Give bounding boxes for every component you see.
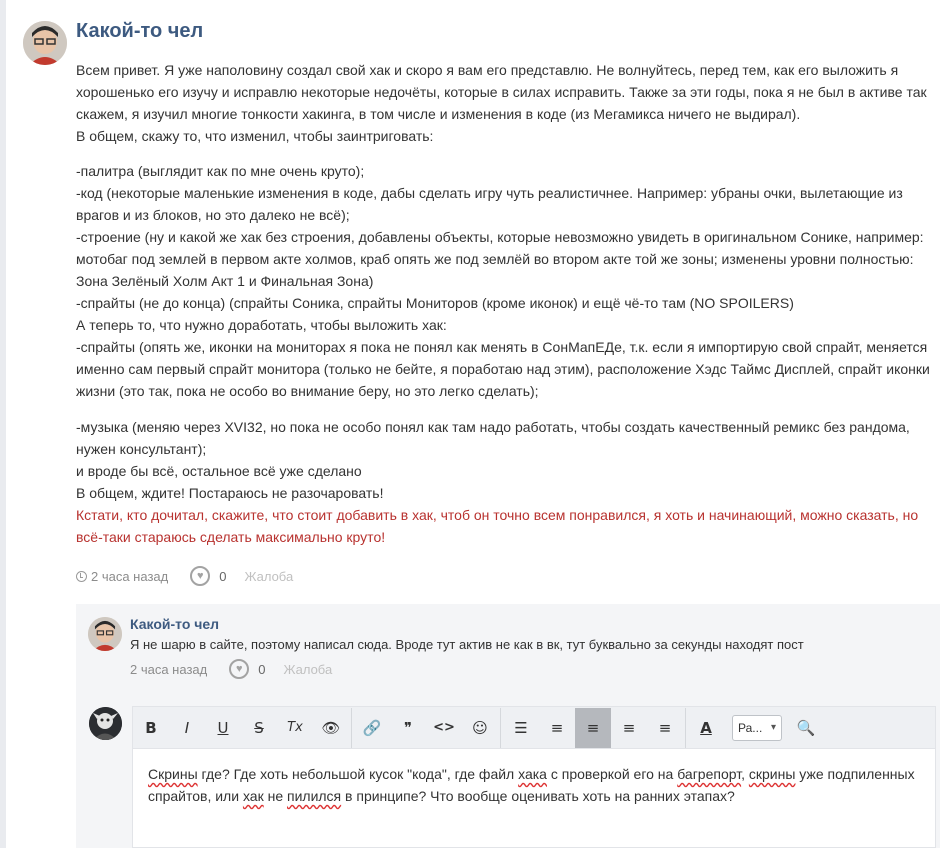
comment-editor[interactable] xyxy=(132,706,936,848)
like-heart-icon[interactable]: ♥ xyxy=(229,659,249,679)
spellcheck-word: хак xyxy=(242,788,264,804)
post-paragraph: -спрайты (не до конца) (спрайты Соника, спрайты Мониторов (кроме иконок) и ещё чё-то там (NO SPOILERS) xyxy=(76,295,794,311)
reply-author-avatar[interactable] xyxy=(88,617,122,651)
post-meta xyxy=(76,566,293,586)
avatar-image-icon xyxy=(89,707,122,740)
spellcheck-word: скрины xyxy=(748,766,796,782)
author-avatar[interactable] xyxy=(23,21,67,65)
like-heart-icon[interactable]: ♥ xyxy=(190,566,210,586)
post-body-middle xyxy=(76,160,940,402)
post-paragraph-highlight: Кстати, кто дочитал, скажите, что стоит добавить в хак, чтоб он точно всем понравился, я хоть и начинающий, можно сказать, но всё-таки стараюсь сделать максимально круто! xyxy=(76,507,923,545)
spellcheck-word: Скрины xyxy=(148,766,198,782)
post-paragraph: А теперь то, что нужно доработать, чтобы выложить хак: xyxy=(76,317,447,333)
post-author[interactable]: Какой-то чел xyxy=(76,20,204,42)
reply-author[interactable]: Какой-то чел xyxy=(130,616,220,632)
clear-format-button[interactable]: Tx xyxy=(287,720,303,735)
toolbar-separator xyxy=(351,708,352,748)
align-right-icon[interactable]: ≡ xyxy=(658,718,672,737)
post-paragraph: -код (некоторые маленькие изменения в коде, дабы сделать игру чуть реалистичнее. Например: убраны очки, вылетающие из врагов и из блоков, но это далеко не всё); xyxy=(76,185,907,223)
post-paragraph: и вроде бы всё, остальное всё уже сделано xyxy=(76,463,362,479)
quote-icon[interactable]: ❞ xyxy=(403,718,413,737)
editor-text-fragment: с проверкой его на xyxy=(546,766,678,782)
post-paragraph: В общем, ждите! Постараюсь не разочаровать! xyxy=(76,485,384,501)
align-left-icon[interactable]: ≡ xyxy=(575,708,611,748)
editor-toolbar xyxy=(133,707,935,749)
bold-button[interactable]: B xyxy=(145,718,157,737)
editor-text-fragment: в принципе? Что вообще оценивать хоть на ранних этапах? xyxy=(341,788,735,804)
numbered-list-icon[interactable]: ≡ xyxy=(550,718,564,737)
text-color-icon[interactable]: A xyxy=(700,718,712,737)
preview-icon[interactable]: 🔍 xyxy=(796,718,816,737)
like-count: 0 xyxy=(219,568,227,584)
strikethrough-button[interactable]: S xyxy=(254,718,264,737)
post-body-bottom xyxy=(76,416,940,548)
italic-button[interactable]: I xyxy=(184,718,190,737)
editor-text-fragment: уже подпиленных спрайтов, или xyxy=(148,766,915,804)
font-size-select[interactable]: Ра... ▾ xyxy=(732,715,782,741)
post-paragraph: -строение (ну и какой же хак без строения, добавлены объекты, которые невозможно увидеть в оригинальном Сонике, например: мотобаг под землей в первом акте холмов, краб опять же под землёй во втором акте той же зоны; изменены уровни полностью: Зона Зелёный Холм Акт 1 и Финальная Зона) xyxy=(76,229,928,289)
spellcheck-word: багрепорт xyxy=(677,766,742,782)
report-link[interactable]: Жалоба xyxy=(244,568,294,584)
toolbar-separator xyxy=(685,708,686,748)
clock-icon xyxy=(76,571,87,582)
bullet-list-icon[interactable]: ☰ xyxy=(514,718,528,737)
post-paragraph: Всем привет. Я уже наполовину создал свой хак и скоро я вам его представлю. Не волнуйтесь, перед тем, как его выложить я хорошенько его изучу и исправлю некоторые недочёты, которые в силах исправить. Также за эти годы, пока я не был в активе так скажем, я изучил многие тонкости хакинга, в том числе и изменения в коде (из Мегамикса ничего не выдирал). xyxy=(76,62,931,122)
toolbar-separator xyxy=(500,708,501,748)
underline-button[interactable]: U xyxy=(217,718,229,737)
code-icon[interactable]: <> xyxy=(433,720,455,735)
post-paragraph: -спрайты (опять же, иконки на мониторах я пока не понял как менять в СонМапЕДе, т.к. если я импортирую свой спрайт, меняется именно сам первый спрайт монитора (только не бейте, я поработаю над этим), расположение Хэдс Таймс Дисплей, спрайт иконки жизни (это так, пока не особо во внимание беру, но это легко сделать); xyxy=(76,339,934,399)
editor-text-fragment: где? Где хоть небольшой кусок "кода", где файл xyxy=(197,766,519,782)
like-count: 0 xyxy=(258,661,266,677)
spoiler-eye-icon[interactable]: 👁 xyxy=(321,718,341,737)
editor-content[interactable] xyxy=(133,749,935,821)
post-paragraph: -палитра (выглядит как по мне очень круто); xyxy=(76,163,365,179)
editor-text-fragment: , xyxy=(741,766,749,782)
avatar-image-icon xyxy=(88,617,122,651)
spellcheck-word: хака xyxy=(518,766,547,782)
reply-meta xyxy=(130,659,332,679)
post-paragraph: В общем, скажу то, что изменил, чтобы заинтриговать: xyxy=(76,128,434,144)
current-user-avatar[interactable] xyxy=(89,707,122,740)
post-paragraph: -музыка (меняю через XVI32, но пока не особо понял как там надо работать, чтобы создать качественный ремикс без рандома, нужен консультант); xyxy=(76,419,914,457)
post-body-top xyxy=(76,59,940,147)
left-border-strip xyxy=(0,0,6,848)
post-time[interactable]: 2 часа назад xyxy=(91,568,169,584)
link-icon[interactable]: 🔗 xyxy=(362,718,382,737)
reply-text: Я не шарю в сайте, поэтому написал сюда. Вроде тут актив не как в вк, тут буквально за секунды находят пост xyxy=(130,637,804,652)
reply-time[interactable]: 2 часа назад xyxy=(130,661,208,677)
report-link[interactable]: Жалоба xyxy=(283,661,333,677)
emoji-icon[interactable]: ☺ xyxy=(472,718,488,737)
editor-text-fragment: не xyxy=(263,788,287,804)
avatar-image-icon xyxy=(23,21,67,65)
align-center-icon[interactable]: ≡ xyxy=(622,718,636,737)
spellcheck-word: пилился xyxy=(287,788,342,804)
